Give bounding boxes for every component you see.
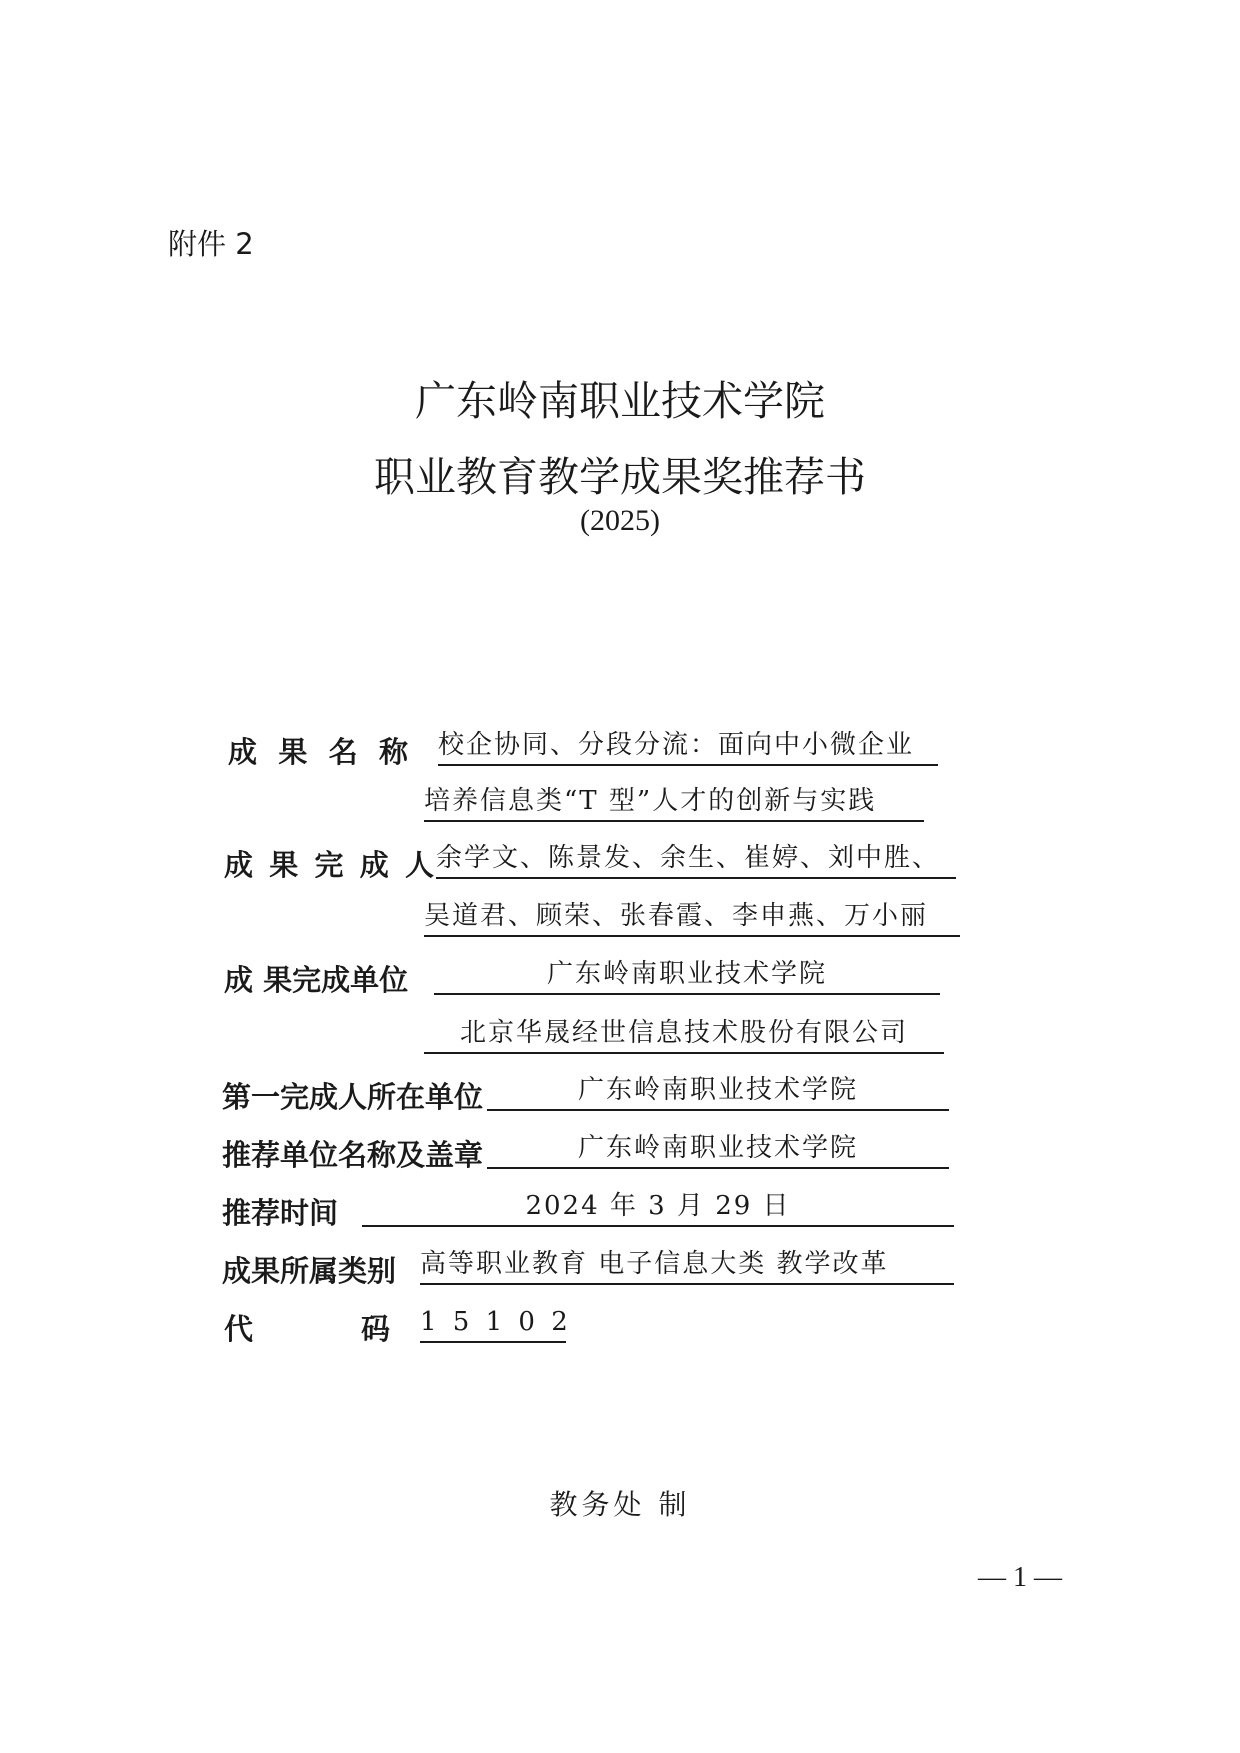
recommend-time-value: 2024 年 3 月 29 日: [362, 1189, 954, 1227]
field-label-recommend-time: 推荐时间: [222, 1196, 339, 1230]
achievement-units-line1: 广东岭南职业技术学院: [434, 957, 940, 995]
achievement-name-line2: 培养信息类“T 型”人才的创新与实践: [424, 784, 924, 822]
field-label-achievement-people: 成 果 完 成 人: [224, 848, 434, 882]
category-value: 高等职业教育 电子信息大类 教学改革: [420, 1247, 954, 1285]
issuer-footer: 教务处 制: [549, 1488, 691, 1521]
code-value: 1 5 1 0 2: [420, 1305, 566, 1343]
achievement-name-line1: 校企协同、分段分流：面向中小微企业: [438, 728, 938, 766]
document-title-line1: 广东岭南职业技术学院: [415, 377, 825, 425]
achievement-units-line2: 北京华晟经世信息技术股份有限公司: [424, 1016, 944, 1054]
first-unit-value: 广东岭南职业技术学院: [487, 1073, 949, 1111]
field-label-achievement-name: 成 果 名 称: [228, 735, 408, 769]
achievement-people-line1: 余学文、陈景发、余生、崔婷、刘中胜、: [436, 841, 956, 879]
field-label-category: 成果所属类别: [222, 1254, 397, 1288]
field-label-code: 代 码: [224, 1312, 390, 1346]
field-label-recommender: 推荐单位名称及盖章: [222, 1138, 484, 1172]
page-number: — 1 —: [978, 1562, 1062, 1593]
recommender-value: 广东岭南职业技术学院: [487, 1131, 949, 1169]
document-title-line2: 职业教育教学成果奖推荐书: [374, 453, 866, 501]
achievement-people-line2: 吴道君、顾荣、张春霞、李申燕、万小丽: [424, 899, 960, 937]
document-year: (2025): [580, 504, 660, 537]
attachment-label: 附件 2: [168, 227, 254, 261]
field-label-first-unit: 第一完成人所在单位: [222, 1080, 484, 1114]
field-label-achievement-units: 成 果完成单位: [224, 963, 409, 997]
